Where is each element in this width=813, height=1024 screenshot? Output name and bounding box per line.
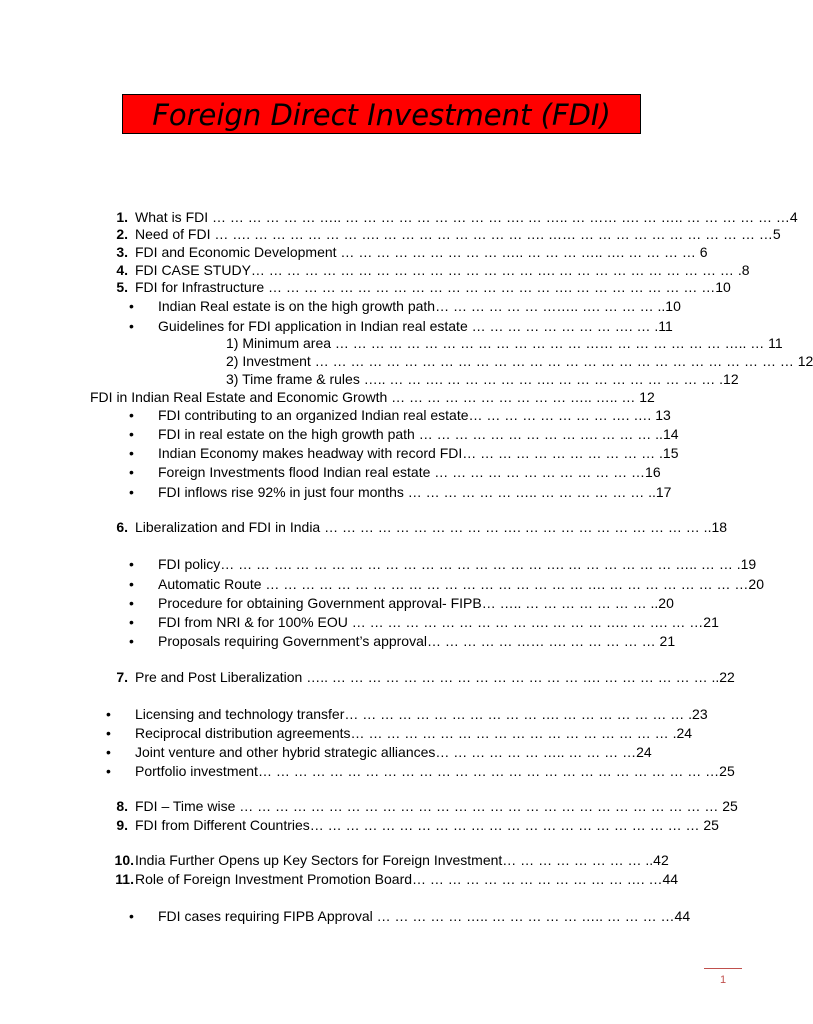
toc-entry: FDI and Economic Development … … … … … … … … … ….. … … … ….. …. … … … … 6 — [135, 244, 708, 260]
toc-entry: India Further Opens up Key Sectors for Foreign Investment… … … … … … … … ..42 — [135, 852, 669, 868]
toc-entry: 3) Time frame & rules ….. … … …. … … … … … …. … … … … … … … … … .12 — [226, 371, 739, 387]
toc-item-number: 5. — [116, 279, 128, 295]
toc-entry: Indian Real estate is on the high growth path… … … … … … …….. …. … … … ..10 — [158, 298, 681, 314]
toc-item-number: 7. — [116, 669, 128, 685]
toc-entry: FDI from Different Countries… … … … … … … … … … … … … … … … … … … … … … 25 — [135, 817, 719, 833]
toc-item-number: 8. — [116, 798, 128, 814]
bullet-icon: • — [129, 633, 134, 649]
page-number: 1 — [719, 974, 727, 986]
toc-item-number: 10. — [114, 852, 134, 868]
toc-entry: Reciprocal distribution agreements… … … … … … … … … … … … … … … … … … .24 — [135, 725, 693, 741]
bullet-icon: • — [129, 484, 134, 500]
bullet-icon: • — [129, 407, 134, 423]
bullet-icon: • — [106, 763, 111, 779]
toc-entry: Procedure for obtaining Government approval- FIPB… ….. … … … … … … … ..20 — [158, 595, 674, 611]
bullet-icon: • — [129, 426, 134, 442]
toc-item-number: 9. — [116, 817, 128, 833]
toc-item-number: 1. — [116, 209, 128, 225]
toc-entry: FDI from NRI & for 100% EOU … … … … … … … … … … …. … … … ….. … …. … …21 — [158, 614, 719, 630]
toc-item-number: 2. — [116, 226, 128, 242]
bullet-icon: • — [106, 744, 111, 760]
toc-entry: Licensing and technology transfer… … … … … … … … … … … …. … … … … … … … .23 — [135, 706, 708, 722]
toc-entry: Guidelines for FDI application in Indian real estate … … … … … … … … …. … .11 — [158, 318, 673, 334]
toc-entry: Need of FDI … …. … … … … … … …. … … … … … … … … …. …… … … … … … … … … … … …5 — [135, 226, 781, 242]
document-title-box — [122, 94, 641, 134]
document-title: Foreign Direct Investment (FDI) — [152, 98, 611, 132]
toc-entry: Liberalization and FDI in India … … … … … … … … … … …. … … … … … … … … … … ..18 — [135, 519, 728, 535]
toc-entry: FDI cases requiring FIPB Approval … … … … … ….. … … … … … ….. … … … …44 — [158, 908, 691, 924]
bullet-icon: • — [129, 614, 134, 630]
footer-rule — [704, 968, 742, 969]
bullet-icon: • — [129, 556, 134, 572]
toc-entry: FDI for Infrastructure … … … … … … … … … … … … … … … … …. … … … … … … … …10 — [135, 279, 731, 295]
bullet-icon: • — [129, 908, 134, 924]
toc-item-number: 3. — [116, 244, 128, 260]
toc-entry: What is FDI … … … … … … ….. … … … … … … … … … …. … ….. … …… …. … ….. … … … … … …4 — [135, 209, 798, 225]
toc-entry: FDI in real estate on the high growth path … … … … … … … … … …. … … … ..14 — [158, 426, 679, 442]
toc-entry: FDI policy… … … …. … … … … … … … … … … … … … … …. … … … … … … ….. … … .19 — [158, 556, 757, 572]
toc-item-number: 11. — [115, 871, 134, 887]
bullet-icon: • — [129, 445, 134, 461]
toc-entry: FDI inflows rise 92% in just four months … … … … … … ….. … … … … … … ..17 — [158, 484, 672, 500]
bullet-icon: • — [129, 576, 134, 592]
toc-entry: Automatic Route … … … … … … … … … … … … … … … … … … …. … … … … … … … …20 — [158, 576, 764, 592]
toc-entry: Joint venture and other hybrid strategic alliances… … … … … … ….. … … … …24 — [135, 744, 652, 760]
bullet-icon: • — [129, 318, 134, 334]
toc-entry: 1) Minimum area … … … … … … … … … … … … … … …… … … … … … … ….. … 11 — [226, 335, 783, 351]
toc-entry: Indian Economy makes headway with record FDI… … … … … … … … … … … .15 — [158, 445, 679, 461]
bullet-icon: • — [129, 464, 134, 480]
toc-entry: Proposals requiring Government’s approval… … … … … …… …. … … … … … 21 — [158, 633, 676, 649]
bullet-icon: • — [106, 706, 111, 722]
bullet-icon: • — [129, 298, 134, 314]
toc-entry: Foreign Investments flood Indian real estate … … … … … … … … … … … …16 — [158, 464, 661, 480]
toc-item-number: 6. — [116, 519, 128, 535]
bullet-icon: • — [129, 595, 134, 611]
toc-entry: 2) Investment … … … … … … … … … … … … … … … … … … … … … … … … … … … 12 — [226, 353, 813, 369]
toc-entry: Role of Foreign Investment Promotion Board… … … … … … … … … … … … …. …44 — [135, 871, 679, 887]
toc-entry: Portfolio investment… … … … … … … … … … … … … … … … … … … … … … … … … …25 — [135, 763, 735, 779]
toc-entry: FDI – Time wise … … … … … … … … … … … … … … … … … … … … … … … … … … … 25 — [135, 798, 738, 814]
toc-entry: FDI CASE STUDY… … … … … … … … … … … … … … … … …. … … … … … … … … … … .8 — [135, 262, 750, 278]
toc-entry: Pre and Post Liberalization ….. … … … … … … … … … … … … … … …. … … … … … … ..22 — [135, 669, 735, 685]
bullet-icon: • — [106, 725, 111, 741]
toc-entry: FDI contributing to an organized Indian real estate… … … … … … … … …. …. 13 — [158, 407, 671, 423]
toc-entry: FDI in Indian Real Estate and Economic Growth … … … … … … … … … … ….. ….. … 12 — [90, 389, 655, 405]
toc-item-number: 4. — [116, 262, 128, 278]
